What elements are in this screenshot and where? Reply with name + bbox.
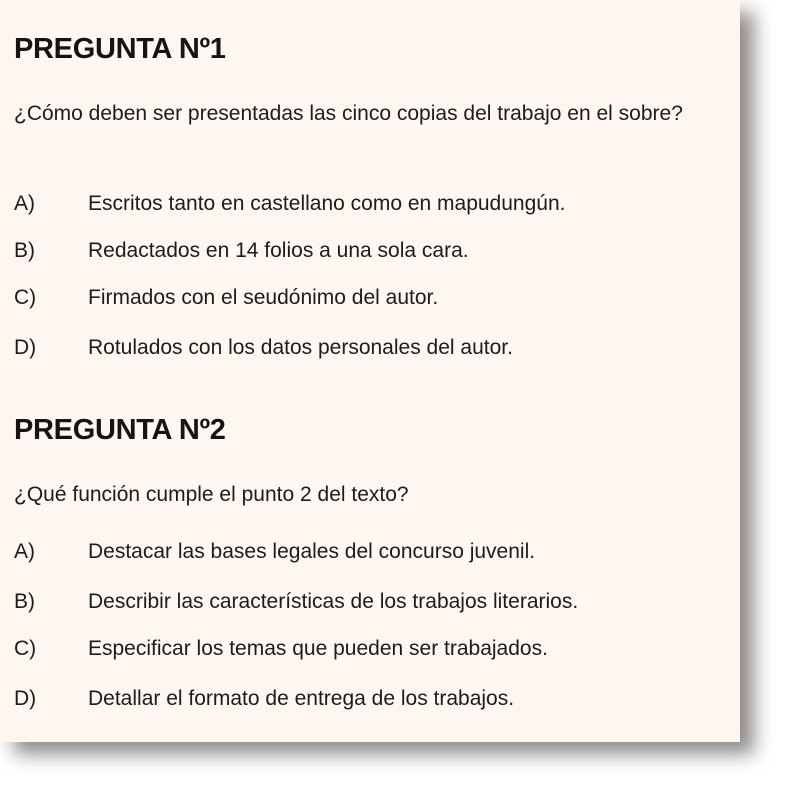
option-text: Rotulados con los datos personales del autor. (88, 336, 513, 359)
option-letter: C) (14, 637, 37, 660)
question-2-prompt: ¿Qué función cumple el punto 2 del texto? (14, 483, 409, 506)
option-text: Detallar el formato de entrega de los trabajos. (88, 687, 515, 710)
question-1-option-c[interactable] (14, 285, 729, 311)
option-letter: A) (14, 540, 35, 563)
question-2-option-a[interactable] (14, 539, 729, 565)
question-1-prompt: ¿Cómo deben ser presentadas las cinco copias del trabajo en el sobre? (14, 102, 683, 125)
option-text: Describir las características de los trabajos literarios. (88, 590, 579, 613)
question-1-option-a[interactable] (14, 191, 729, 217)
question-2-option-b[interactable] (14, 589, 729, 615)
option-letter: C) (14, 286, 37, 309)
question-1-title: PREGUNTA Nº1 (14, 33, 226, 65)
option-letter: B) (14, 239, 35, 262)
option-letter: A) (14, 192, 35, 215)
option-text: Especificar los temas que pueden ser trabajados. (88, 637, 548, 660)
option-letter: D) (14, 336, 37, 359)
question-1-option-b[interactable] (14, 238, 729, 264)
question-2-option-c[interactable] (14, 636, 729, 662)
option-letter: B) (14, 590, 35, 613)
option-letter: D) (14, 687, 37, 710)
question-2-title: PREGUNTA Nº2 (14, 414, 226, 446)
option-text: Escritos tanto en castellano como en mapudungún. (88, 192, 566, 215)
question-1-option-d[interactable] (14, 335, 729, 361)
option-text: Destacar las bases legales del concurso juvenil. (88, 540, 536, 563)
question-2-option-d[interactable] (14, 686, 729, 712)
option-text: Firmados con el seudónimo del autor. (88, 286, 439, 309)
option-text: Redactados en 14 folios a una sola cara. (88, 239, 469, 262)
